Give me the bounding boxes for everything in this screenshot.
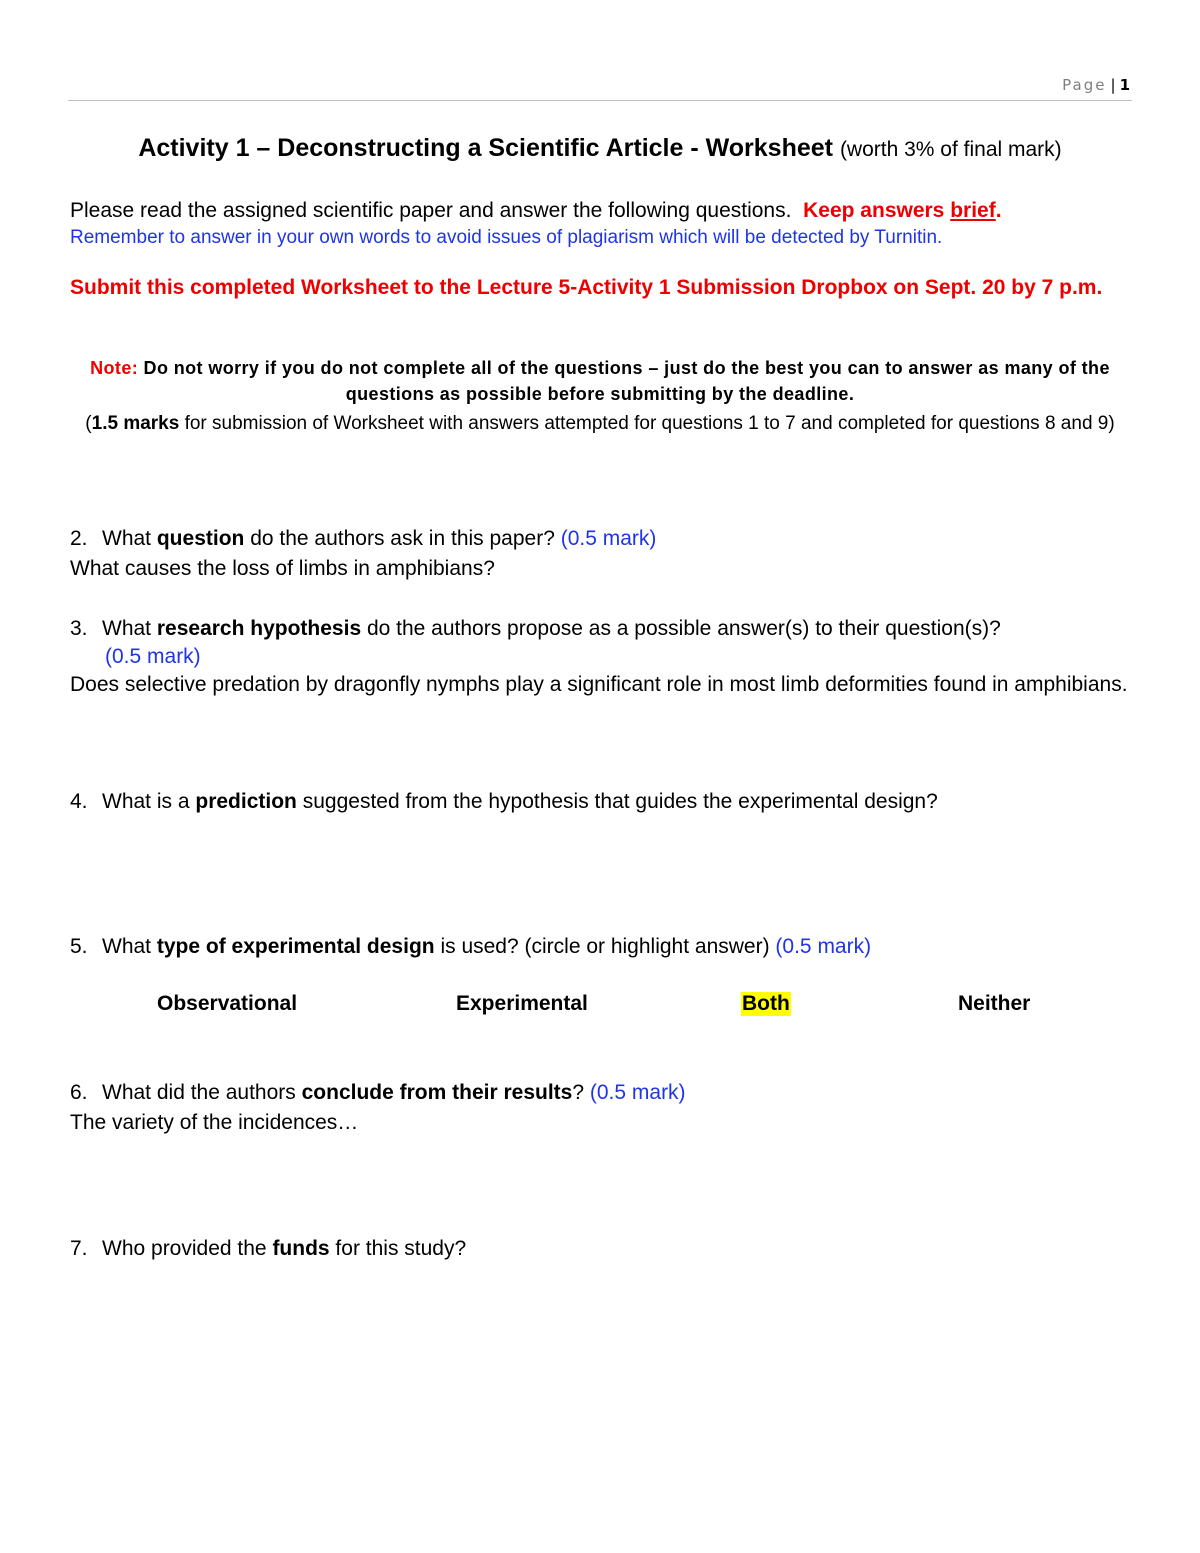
question-3-mark: (0.5 mark)	[105, 645, 201, 668]
question-text: What is a	[102, 790, 196, 813]
keep-answers-brief	[803, 199, 1001, 222]
question-number: 5.	[70, 935, 88, 958]
note-label: Note:	[90, 358, 139, 378]
answer-3[interactable]: Does selective predation by dragonfly nymphs play a significant role in most limb deformities found in amphibians.	[70, 673, 1128, 696]
marks-bold: 1.5 marks	[91, 413, 180, 434]
question-3	[70, 616, 1001, 642]
title-main: Activity 1 – Deconstructing a Scientific Article - Worksheet	[138, 134, 833, 162]
option-experimental[interactable]: Experimental	[456, 992, 588, 1015]
marks-rest: for submission of Worksheet with answers attempted for questions 1 to 7 and completed for questions 8 and 9)	[179, 413, 1115, 434]
question-number: 2.	[70, 527, 88, 550]
question-text: What	[102, 617, 157, 640]
question-text: ?	[572, 1081, 590, 1104]
question-keyword: research hypothesis	[156, 617, 362, 640]
question-5	[70, 934, 871, 960]
page-header	[68, 74, 1132, 101]
question-2	[70, 526, 656, 552]
question-mark: (0.5 mark)	[560, 527, 657, 550]
answer-6[interactable]: The variety of the incidences…	[70, 1111, 359, 1134]
question-text: for this study?	[329, 1237, 467, 1260]
question-text: What	[102, 935, 157, 958]
question-number: 7.	[70, 1237, 88, 1260]
question-mark: (0.5 mark)	[775, 935, 872, 958]
question-mark: (0.5 mark)	[589, 1081, 686, 1104]
question-number: 3.	[70, 617, 88, 640]
question-text: suggested from the hypothesis that guides the experimental design?	[296, 790, 938, 813]
keep-prefix: Keep answers	[803, 199, 951, 222]
question-text: What did the authors	[102, 1081, 302, 1104]
option-both-highlighted[interactable]: Both	[742, 992, 790, 1015]
marks-note	[70, 411, 1130, 437]
page-number: 1	[1119, 76, 1130, 94]
question-text: Who provided the	[102, 1237, 273, 1260]
title-weight: (worth 3% of final mark)	[839, 138, 1062, 161]
note-text: Do not worry if you do not complete all of the questions – just do the best you can to answer as many of the questions as possible before submitting by the deadline.	[143, 358, 1110, 404]
page-separator: |	[1110, 76, 1116, 94]
question-4	[70, 789, 938, 815]
plagiarism-reminder: Remember to answer in your own words to avoid issues of plagiarism which will be detected by Turnitin.	[70, 227, 943, 248]
keep-period: .	[995, 199, 1002, 222]
intro-instruction	[70, 198, 1002, 224]
question-keyword: question	[156, 527, 245, 550]
option-observational[interactable]: Observational	[157, 992, 298, 1015]
page-word: Page	[1062, 76, 1107, 94]
question-text: do the authors propose as a possible answer(s) to their question(s)?	[361, 617, 1001, 640]
question-keyword: conclude from their results	[301, 1081, 573, 1104]
question-7	[70, 1236, 466, 1262]
marks-open: (	[85, 413, 92, 434]
page-number-label	[1062, 76, 1130, 94]
submission-instruction: Submit this completed Worksheet to the Lecture 5-Activity 1 Submission Dropbox on Sept. 20 by 7 p.m.	[70, 276, 1103, 299]
question-number: 6.	[70, 1081, 88, 1104]
question-6	[70, 1080, 686, 1106]
question-text: What	[102, 527, 157, 550]
answer-2[interactable]: What causes the loss of limbs in amphibians?	[70, 557, 495, 580]
intro-line1: Please read the assigned scientific paper and answer the following questions.	[70, 199, 792, 222]
question-keyword: prediction	[195, 790, 297, 813]
question-text: is used? (circle or highlight answer)	[434, 935, 776, 958]
option-neither[interactable]: Neither	[958, 992, 1031, 1015]
question-text: do the authors ask in this paper?	[244, 527, 561, 550]
question-number: 4.	[70, 790, 88, 813]
question-keyword: funds	[272, 1237, 330, 1260]
keep-brief-word: brief	[950, 199, 996, 222]
note-block	[70, 355, 1130, 407]
question-keyword: type of experimental design	[156, 935, 435, 958]
worksheet-title	[0, 134, 1200, 163]
